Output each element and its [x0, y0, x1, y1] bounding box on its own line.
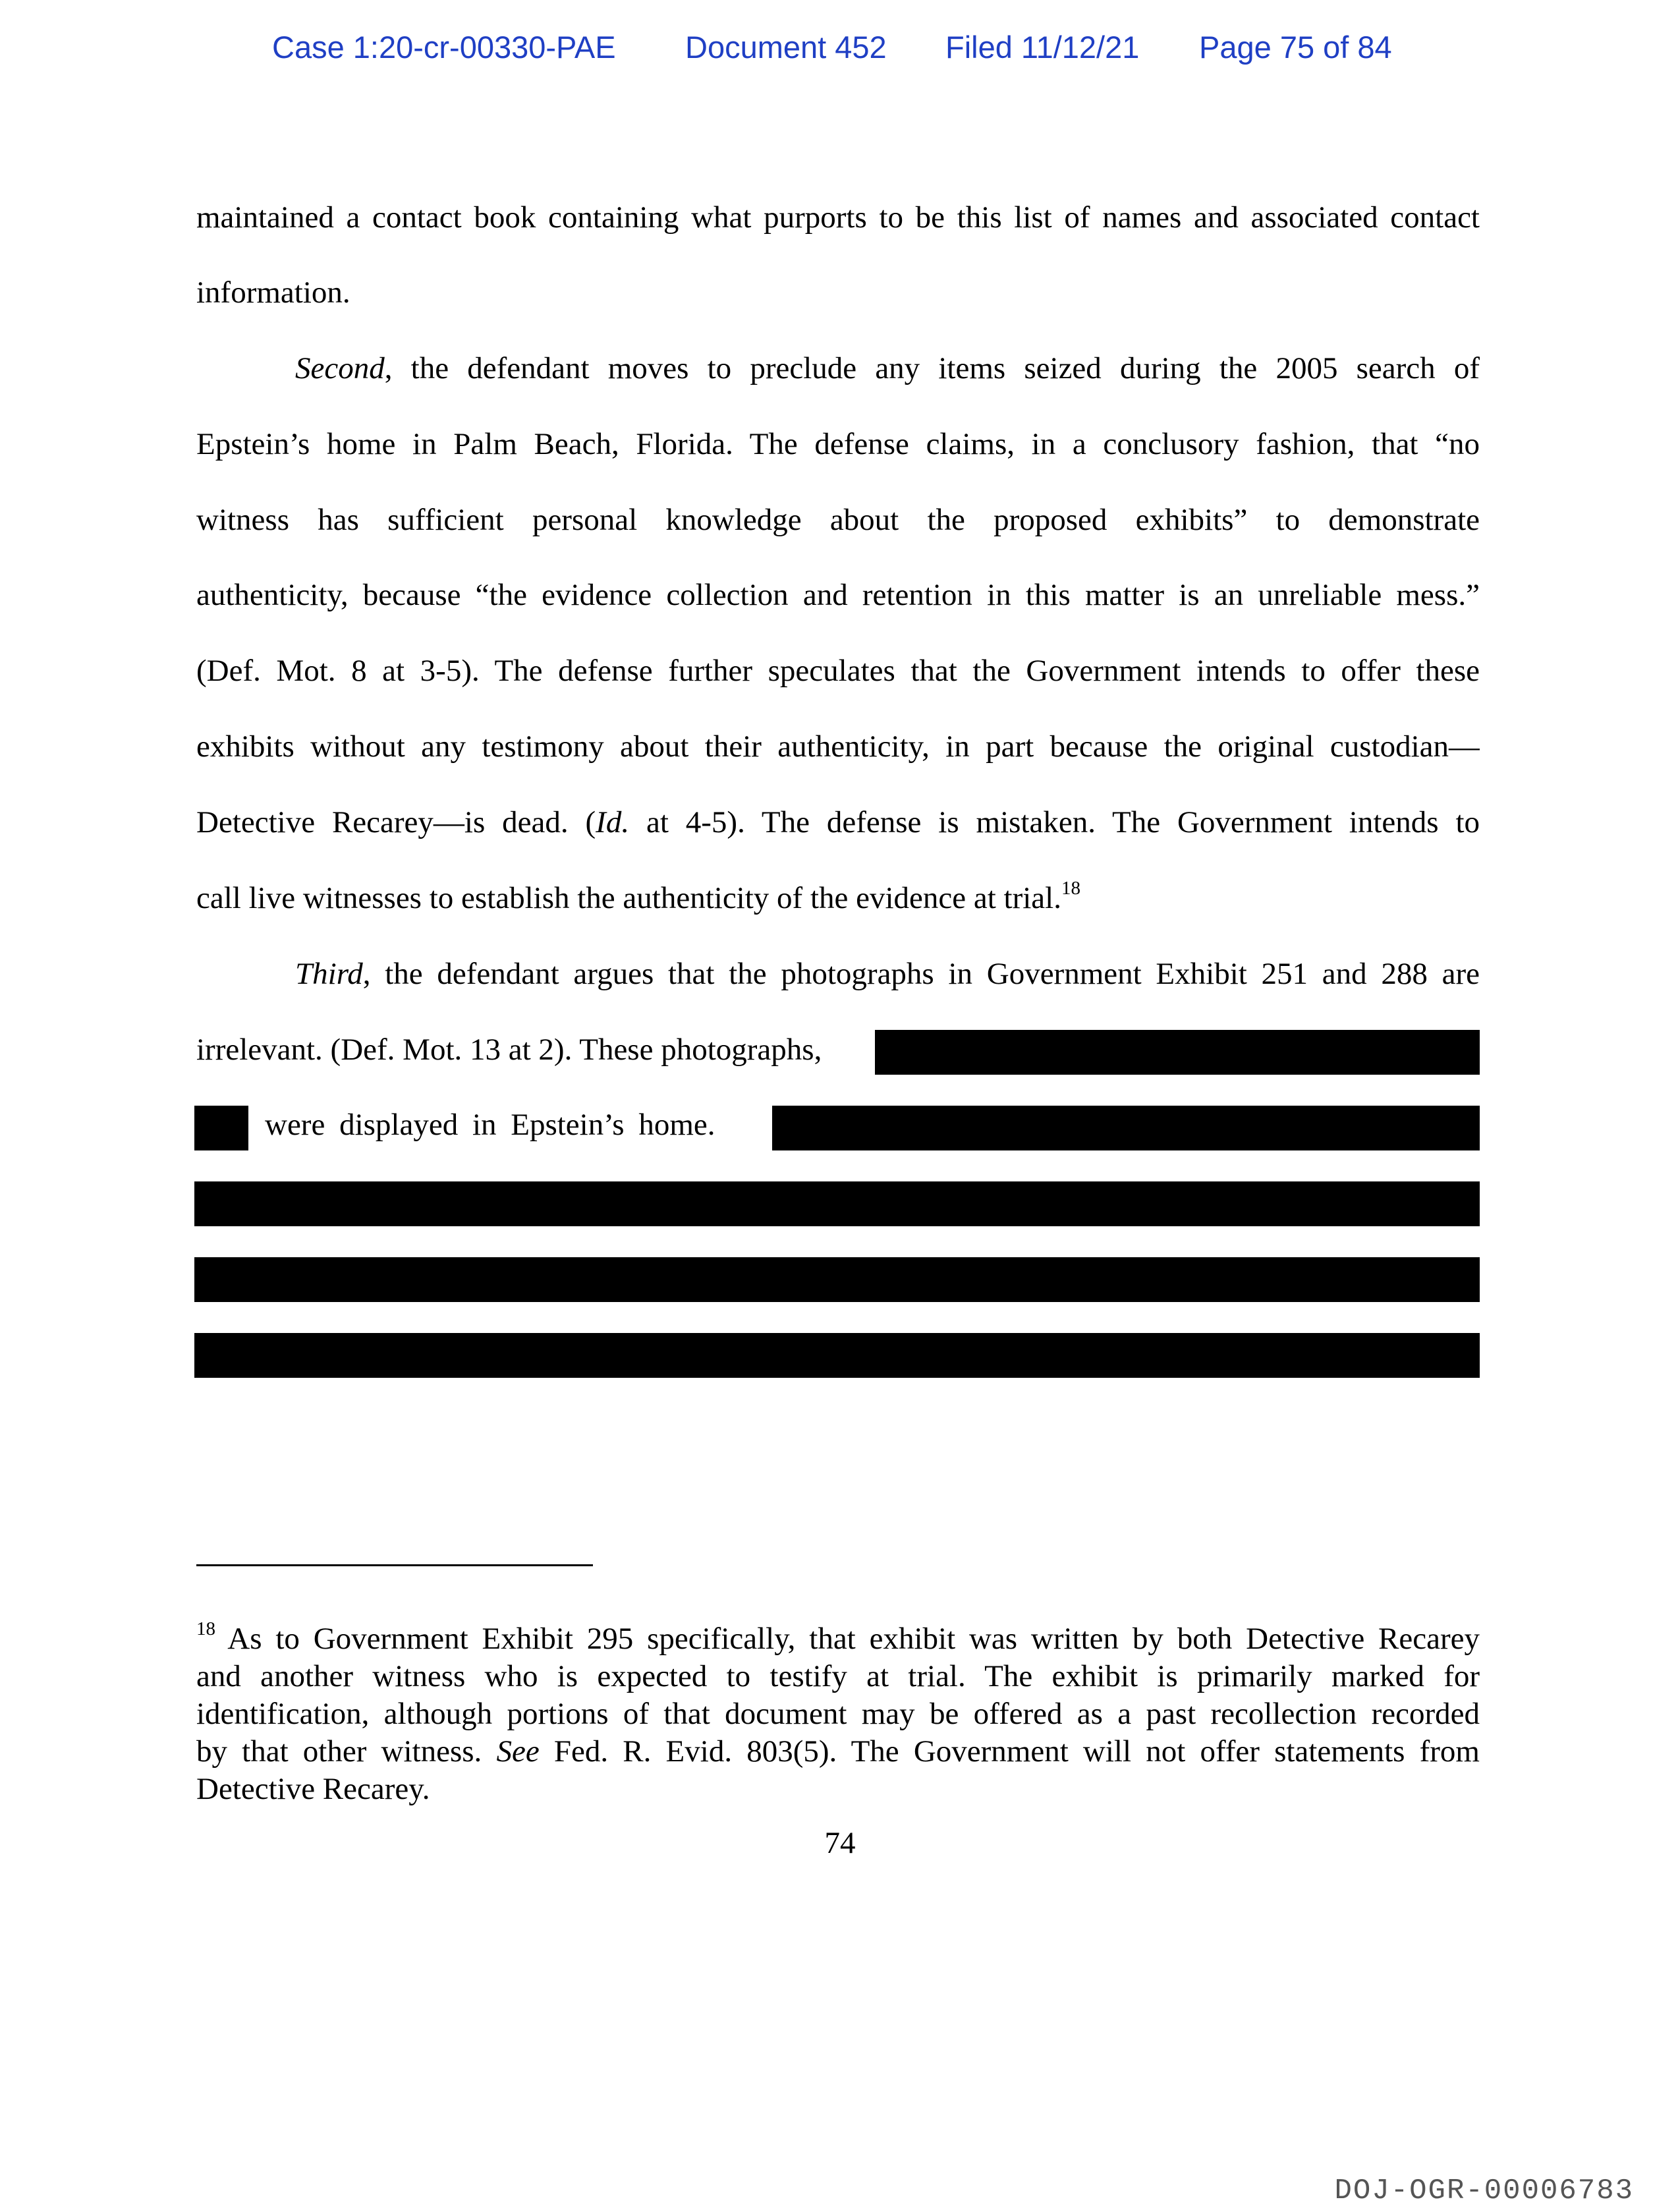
body-text: , the defendant argues that the photographs in Government Exhibit 251 and 288 are: [362, 957, 1480, 991]
body-text: at 4-5). The defense is mistaken. The Government intends to: [629, 805, 1480, 839]
body-line: [196, 878, 1480, 918]
footnote-line: [196, 1733, 1480, 1772]
redaction-block: [772, 1106, 1480, 1150]
body-line: witness has sufficient personal knowledge about the proposed exhibits” to demonstrate: [196, 503, 1480, 537]
body-line: [295, 954, 1480, 994]
body-line: maintained a contact book containing what purports to be this list of names and associated contact: [196, 200, 1480, 235]
id-citation: Id.: [596, 805, 630, 839]
body-line: exhibits without any testimony about their authenticity, in part because the original custodian—: [196, 729, 1480, 764]
body-line: Epstein’s home in Palm Beach, Florida. The defense claims, in a conclusory fashion, that “no: [196, 427, 1480, 461]
third-label: Third: [295, 957, 363, 991]
footnote-separator: [196, 1564, 593, 1566]
body-line: information.: [196, 275, 350, 310]
filed-date: Filed 11/12/21: [945, 30, 1140, 65]
body-line: were displayed in Epstein’s home.: [265, 1108, 715, 1142]
footnote-number: 18: [196, 1620, 215, 1640]
body-text: Detective Recarey—is dead. (: [196, 805, 596, 839]
footnote-line: Detective Recarey.: [196, 1772, 430, 1806]
body-line: (Def. Mot. 8 at 3-5). The defense further speculates that the Government intends to offer these: [196, 654, 1480, 688]
footnote-line: and another witness who is expected to testify at trial. The exhibit is primarily marked for: [196, 1659, 1480, 1693]
body-line: irrelevant. (Def. Mot. 13 at 2). These photographs,: [196, 1033, 822, 1067]
bates-number: DOJ-OGR-00006783: [1334, 2174, 1634, 2207]
footnote-text: by that other witness.: [196, 1734, 497, 1769]
case-header: [0, 29, 1680, 71]
body-text: , the defendant moves to preclude any items seized during the 2005 search of: [384, 351, 1480, 385]
redaction-block: [194, 1106, 248, 1150]
case-number: Case 1:20-cr-00330-PAE: [272, 30, 616, 65]
footnote-ref: 18: [1061, 878, 1080, 899]
redaction-block: [875, 1030, 1480, 1075]
document-number: Document 452: [685, 30, 887, 65]
body-line: [196, 803, 1480, 842]
redaction-block: [194, 1257, 1480, 1302]
body-line: [295, 349, 1480, 388]
redaction-block: [194, 1333, 1480, 1378]
page-count: Page 75 of 84: [1199, 30, 1392, 65]
footnote-text: Fed. R. Evid. 803(5). The Government will not offer statements from: [539, 1734, 1480, 1769]
see-signal: See: [496, 1734, 540, 1769]
body-text: call live witnesses to establish the authenticity of the evidence at trial.: [196, 881, 1061, 915]
redaction-block: [194, 1181, 1480, 1226]
second-label: Second: [295, 351, 385, 385]
body-line: authenticity, because “the evidence collection and retention in this matter is an unreliable mess.”: [196, 578, 1480, 612]
footnote-line: identification, although portions of that document may be offered as a past recollection recorded: [196, 1697, 1480, 1731]
footnote-line: [196, 1620, 1480, 1660]
footnote-text: As to Government Exhibit 295 specifically, that exhibit was written by both Detective Recarey: [215, 1622, 1480, 1656]
page-number: 74: [824, 1826, 856, 1860]
